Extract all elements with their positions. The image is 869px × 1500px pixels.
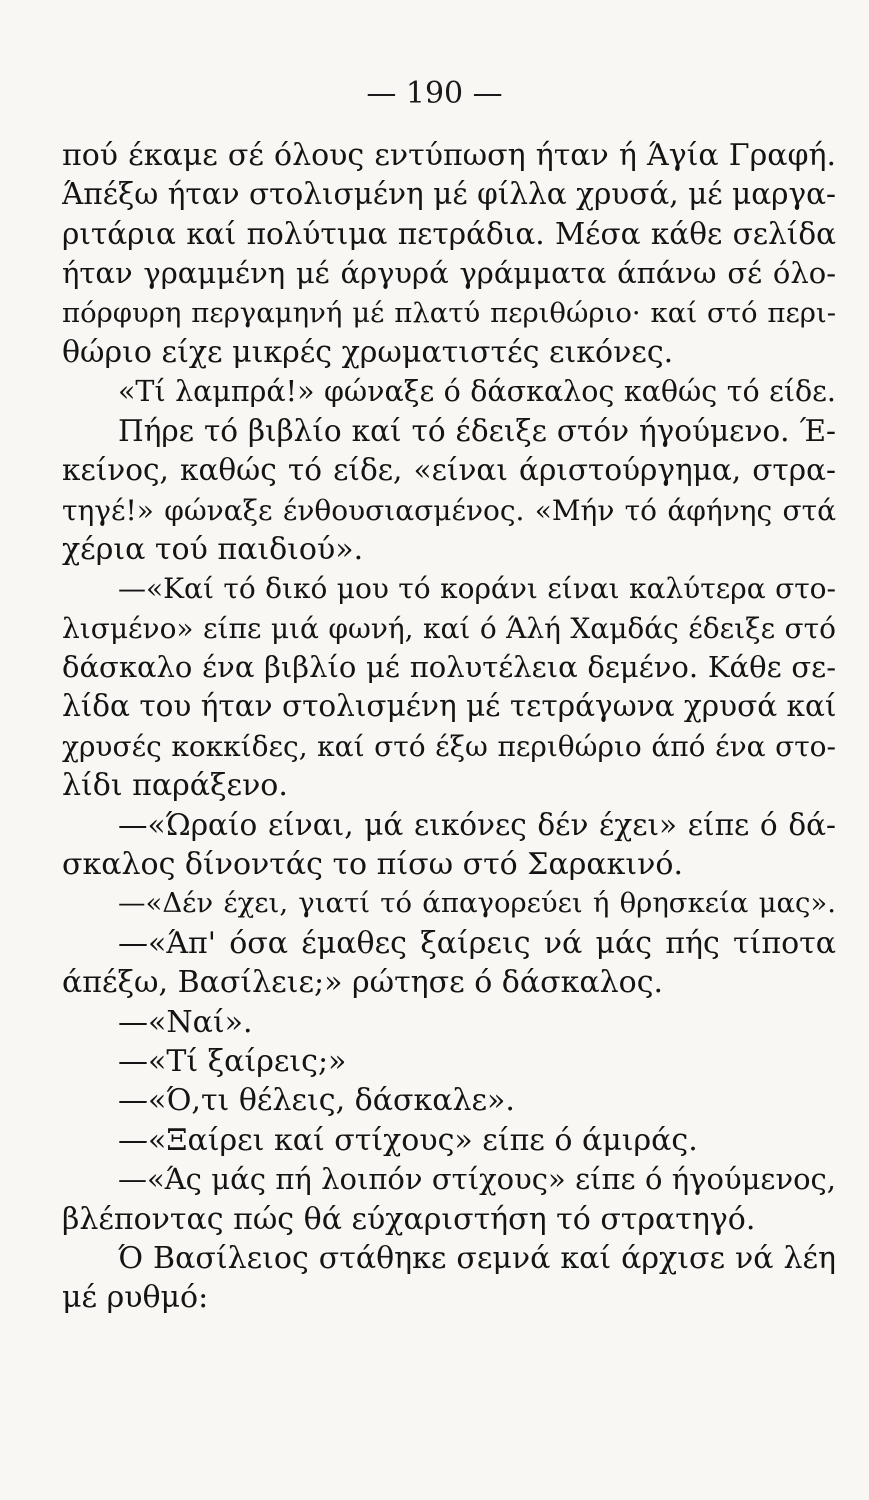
text-line: τηγέ!» φώναξε ένθουσιασμένος. «Μήν τό άφήνης στά: [62, 493, 836, 527]
body-text: [62, 136, 836, 1318]
text-line: θώριο είχε μικρές χρωματιστές εικόνες.: [62, 334, 674, 370]
text-line: λισμένο» είπε μιά φωνή, καί ό Άλή Χαμδάς έδειξε στό: [62, 611, 836, 645]
text-line: σκαλος δίνοντάς το πίσω στό Σαρακινό.: [62, 847, 683, 883]
text-line: πού έκαμε σέ όλους εντύπωση ήταν ή Άγία Γραφή.: [62, 138, 836, 173]
text-line: ήταν γραμμένη μέ άργυρά γράμματα άπάνω σέ όλο-: [62, 256, 836, 291]
text-line: λίδι παράξενο.: [62, 768, 288, 804]
text-line: «Τί λαμπρά!» φώναξε ό δάσκαλος καθώς τό είδε.: [118, 375, 836, 409]
text-line: —«Ναί».: [118, 1004, 253, 1040]
text-line: μέ ρυθμό:: [62, 1280, 209, 1316]
text-line: χέρια τού παιδιού».: [62, 531, 364, 567]
text-line: —«Ό,τι θέλεις, δάσκαλε».: [118, 1083, 515, 1119]
text-line: —«Ώραίο είναι, μά εικόνες δέν έχει» είπε ό δά-: [118, 807, 836, 842]
text-line: λίδα του ήταν στολισμένη μέ τετράγωνα χρυσά καί: [62, 689, 836, 724]
text-line: πόρφυρη περγαμηνή μέ πλατύ περιθώριο· καί στό περι-: [62, 296, 836, 329]
text-line: χρυσές κοκκίδες, καί στό έξω περιθώριο άπό ένα στο-: [62, 729, 836, 763]
text-line: δάσκαλο ένα βιβλίο μέ πολυτέλεια δεμένο. Κάθε σε-: [62, 650, 836, 685]
text-line: κείνος, καθώς τό είδε, «είναι άριστούργημα, στρα-: [62, 453, 836, 488]
text-line: άπέξω, Βασίλειε;» ρώτησε ό δάσκαλος.: [62, 965, 664, 1001]
text-line: Άπέξω ήταν στολισμένη μέ φίλλα χρυσά, μέ μαργα-: [62, 177, 836, 212]
text-line: Ό Βασίλειος στάθηκε σεμνά καί άρχισε νά λέη: [118, 1240, 836, 1276]
text-line: ριτάρια καί πολύτιμα πετράδια. Μέσα κάθε σελίδα: [62, 216, 836, 251]
text-line: —«Άπ' όσα έμαθες ξαίρεις νά μάς πής τίποτα: [118, 925, 836, 961]
text-line: —«Τί ξαίρεις;»: [118, 1043, 347, 1079]
text-line: —«Ξαίρει καί στίχους» είπε ό άμιράς.: [118, 1122, 698, 1158]
page-number: — 190 —: [366, 76, 503, 111]
text-line: —«Άς μάς πή λοιπόν στίχους» είπε ό ήγούμενος,: [118, 1162, 836, 1197]
text-line: Πήρε τό βιβλίο καί τό έδειξε στόν ήγούμενο. Έ-: [118, 413, 836, 448]
text-line: —«Καί τό δικό μου τό κοράνι είναι καλύτερα στο-: [118, 572, 836, 606]
text-line: βλέποντας πώς θά εύχαριστήση τό στρατηγό.: [62, 1201, 756, 1237]
text-line: —«Δέν έχει, γιατί τό άπαγορεύει ή θρησκεία μας».: [118, 887, 836, 920]
